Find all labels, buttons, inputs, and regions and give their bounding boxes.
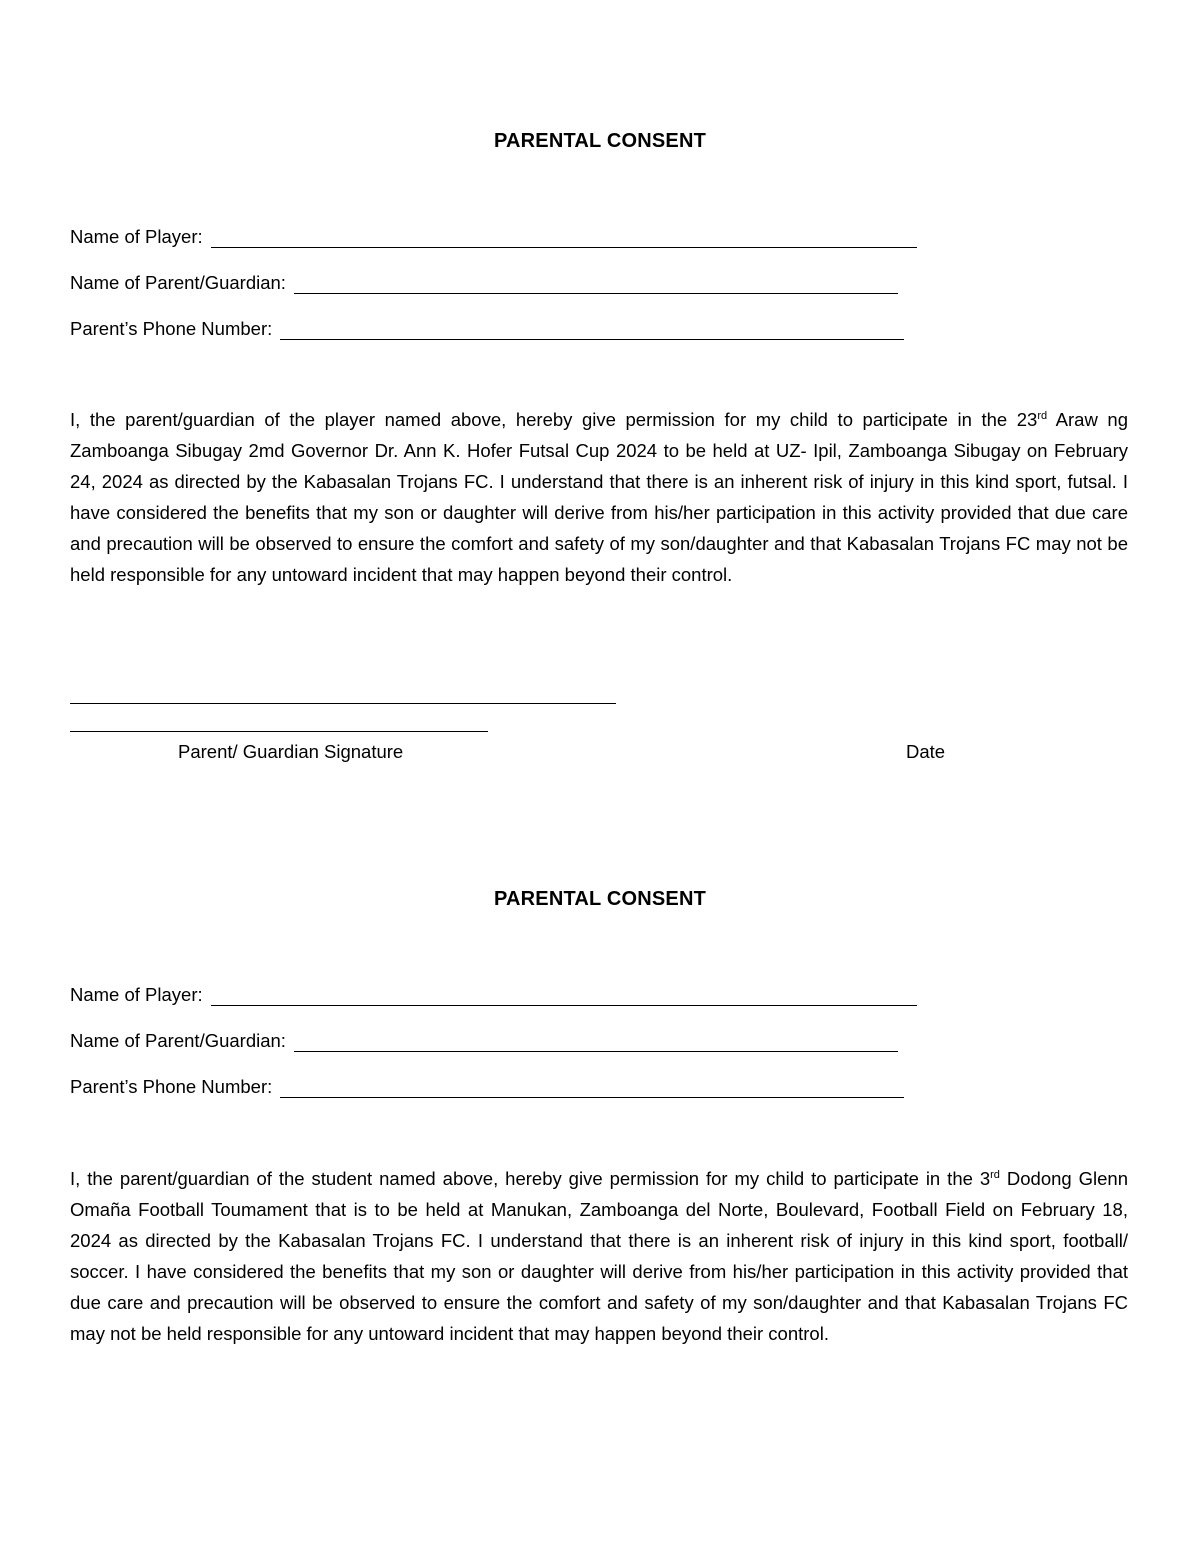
date-line[interactable] xyxy=(70,731,488,732)
form2-guardian-blank[interactable] xyxy=(294,1033,898,1052)
form2-phone-field xyxy=(70,1072,904,1098)
form2-phone-label: Parent’s Phone Number: xyxy=(70,1076,273,1097)
form1-guardian-blank[interactable] xyxy=(294,275,898,294)
form2-phone-blank[interactable] xyxy=(280,1079,904,1098)
form1-para-text-b: Araw ng Zamboanga Sibugay 2md Governor Dr. Ann K. Hofer Futsal Cup 2024 to be held at UZ- Ipil, Zamboanga Sibugay on February 24, 2024 as directed by the Kabasalan Trojans FC. I understand that there is an inherent risk of injury in this kind sport, futsal. I have considered the benefits that my son or daughter will derive from his/her participation in this activity provided that due care and precaution will be observed to ensure the comfort and safety of my son/daughter and that Kabasalan Trojans FC may not be held responsible for any untoward incident that may happen beyond their control. xyxy=(70,409,1128,585)
form2-consent-paragraph xyxy=(70,1163,1128,1349)
signature-line[interactable] xyxy=(70,703,616,704)
form1-player-blank[interactable] xyxy=(211,229,917,248)
form1-consent-paragraph xyxy=(70,404,1128,590)
form1-guardian-label: Name of Parent/Guardian: xyxy=(70,272,286,293)
form2-guardian-field xyxy=(70,1026,898,1052)
form2-title: PARENTAL CONSENT xyxy=(493,888,707,910)
form2-para-text-a: I, the parent/guardian of the student named above, hereby give permission for my child to participate in the 3 xyxy=(70,1168,991,1189)
form1-para-text-a: I, the parent/guardian of the player named above, hereby give permission for my child to participate in the 23 xyxy=(70,409,1038,430)
form2-player-field xyxy=(70,980,917,1006)
form1-title: PARENTAL CONSENT xyxy=(493,130,707,152)
form2-para-superscript: rd xyxy=(990,1168,1000,1181)
form2-para-text-b: Dodong Glenn Omaña Football Toumament that is to be held at Manukan, Zamboanga del Norte, Boulevard, Football Field on February 18, 2024 as directed by the Kabasalan Trojans FC. I understand that there is an inherent risk of injury in this kind sport, football/ soccer. I have considered the benefits that my son or daughter will derive from his/her participation in this activity provided that due care and precaution will be observed to ensure the comfort and safety of my son/daughter and that Kabasalan Trojans FC may not be held responsible for any untoward incident that may happen beyond their control. xyxy=(70,1168,1128,1344)
form1-player-field xyxy=(70,222,917,248)
form1-para-superscript: rd xyxy=(1037,409,1048,422)
form1-player-label: Name of Player: xyxy=(70,226,203,247)
date-label: Date xyxy=(906,741,946,762)
form1-phone-label: Parent’s Phone Number: xyxy=(70,318,273,339)
form2-player-blank[interactable] xyxy=(211,987,917,1006)
signature-label: Parent/ Guardian Signature xyxy=(178,741,404,762)
form1-guardian-field xyxy=(70,268,898,294)
form2-player-label: Name of Player: xyxy=(70,984,203,1005)
form1-phone-blank[interactable] xyxy=(280,321,904,340)
form1-phone-field xyxy=(70,314,904,340)
form2-guardian-label: Name of Parent/Guardian: xyxy=(70,1030,286,1051)
